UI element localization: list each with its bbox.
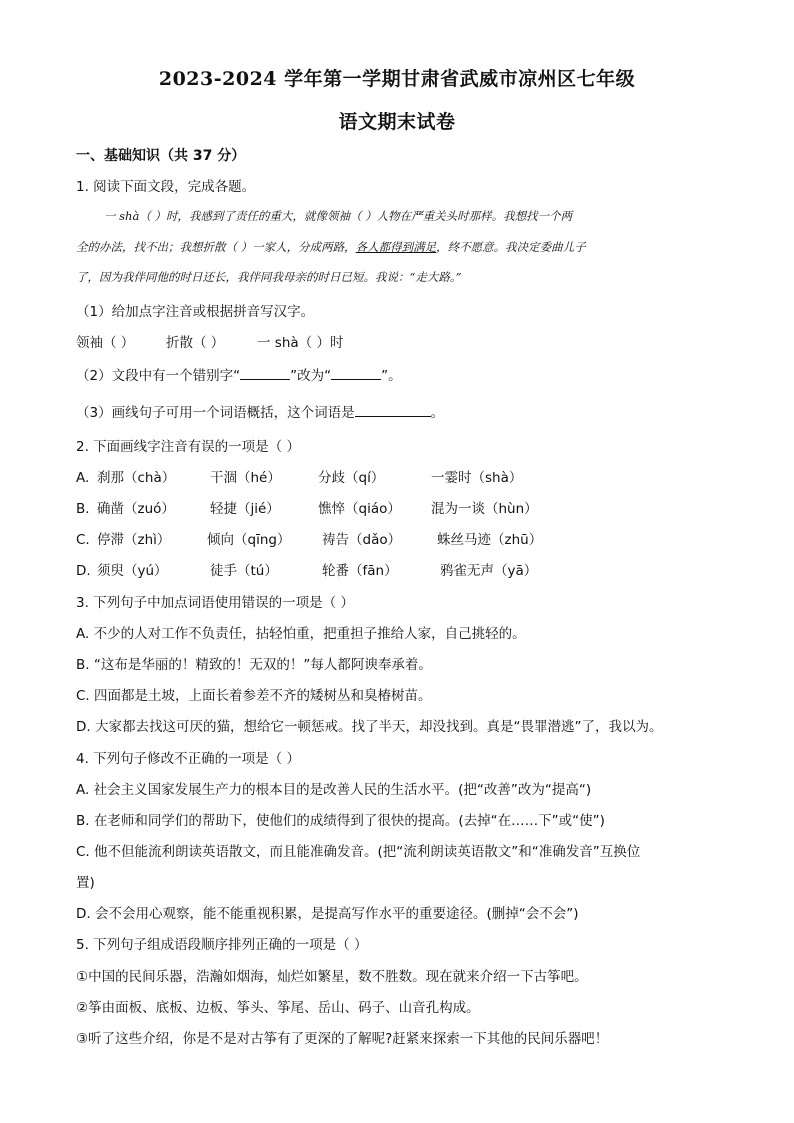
q1-sub1-item: 领袖（ ） xyxy=(76,335,135,351)
q1-sub1-item: 折散（ ） xyxy=(166,335,225,351)
q4-stem: 4. 下列句子修改不正确的一项是（ ） xyxy=(76,751,300,767)
q1-stem: 1. 阅读下面文段，完成各题。 xyxy=(76,179,256,195)
q1-passage xyxy=(76,201,720,293)
exam-title: 2023-2024 学年第一学期甘肃省武威市凉州区七年级 xyxy=(158,68,636,90)
option-item: 轻捷（jié） xyxy=(210,501,280,517)
option-item: 憔悴（qiáo） xyxy=(318,501,401,517)
answer-blank[interactable] xyxy=(355,402,431,417)
option-item: 一霎时（shà） xyxy=(431,470,523,486)
q5-stem: 5. 下列句子组成语段顺序排列正确的一项是（ ） xyxy=(76,937,368,953)
option-item: 祷告（dǎo） xyxy=(322,532,402,548)
q5-item: ③听了这些介绍，你是不是对古筝有了更深的了解呢?赶紧来探索一下其他的民间乐器吧！ xyxy=(76,1031,609,1047)
option-label: B. xyxy=(76,501,90,517)
q5-item: ②筝由面板、底板、边板、筝头、筝尾、岳山、码子、山音孔构成。 xyxy=(76,1000,480,1016)
q2-stem: 2. 下面画线字注音有误的一项是（ ） xyxy=(76,439,300,455)
passage-line-2: 全的办法，找不出；我想折散（ ）一家人，分成两路，各人都得到满足，终不愿意。我决定委曲儿子 xyxy=(76,239,586,254)
q4-option: B. 在老师和同学们的帮助下，使他们的成绩得到了很快的提高。(去掉“在……下”或“使”) xyxy=(76,813,605,829)
option-item: 须臾（yú） xyxy=(97,563,168,579)
q1-sub1: （1）给加点字注音或根据拼音写汉字。 xyxy=(76,304,315,320)
option-item: 确凿（zuó） xyxy=(97,501,175,517)
answer-blank[interactable] xyxy=(331,365,381,380)
option-item: 蛛丝马迹（zhū） xyxy=(437,532,543,548)
option-item: 停滞（zhì） xyxy=(97,532,171,548)
q4-option-continued: 置) xyxy=(76,875,95,891)
answer-blank[interactable] xyxy=(240,365,290,380)
option-label: C. xyxy=(76,532,90,548)
option-item: 徒手（tú） xyxy=(210,563,278,579)
passage-line-1: 一 shà（ ）时，我感到了责任的重大，就像领袖（ ）人物在严重关头时那样。我想找一个两 xyxy=(104,209,573,223)
option-item: 干涸（hé） xyxy=(210,470,281,486)
section-heading: 一、基础知识（共 37 分） xyxy=(76,148,246,164)
exam-subtitle: 语文期末试卷 xyxy=(338,111,456,133)
option-item: 分歧（qí） xyxy=(318,470,385,486)
option-item: 混为一谈（hùn） xyxy=(431,501,538,517)
q3-option: C. 四面都是土坡，上面长着参差不齐的矮树丛和臭椿树苗。 xyxy=(76,688,432,704)
q5-item: ①中国的民间乐器，浩瀚如烟海，灿烂如繁星，数不胜数。现在就来介绍一下古筝吧。 xyxy=(76,969,588,985)
q1-sub1-item: 一 shà（ ）时 xyxy=(257,335,344,351)
option-item: 鸦雀无声（yā） xyxy=(440,563,538,579)
q3-option: D. 大家都去找这可厌的猫，想给它一顿惩戒。找了半天，却没找到。真是“畏罪潜逃”了，我以为。 xyxy=(76,719,663,735)
q1-sub3: （3）画线句子可用一个词语概括，这个词语是 。 xyxy=(76,402,444,423)
q3-stem: 3. 下列句子中加点词语使用错误的一项是（ ） xyxy=(76,595,354,611)
q3-option: B. “这布是华丽的！精致的！无双的！”每人都阿谀奉承着。 xyxy=(76,657,432,673)
passage-line-3: 了，因为我伴同他的时日还长，我伴同我母亲的时日已短。我说：“走大路。” xyxy=(76,270,462,284)
q4-option: C. 他不但能流利朗读英语散文，而且能准确发音。(把“流利朗读英语散文”和“准确发音”互换位 xyxy=(76,844,641,860)
option-label: A. xyxy=(76,470,90,486)
q3-option: A. 不少的人对工作不负责任，拈轻怕重，把重担子推给人家，自己挑轻的。 xyxy=(76,626,526,642)
option-item: 轮番（fān） xyxy=(322,563,398,579)
underlined-sentence: 各人都得到满足 xyxy=(355,239,437,254)
option-item: 刹那（chà） xyxy=(97,470,176,486)
q4-option: D. 会不会用心观察，能不能重视积累，是提高写作水平的重要途径。(删掉“会不会”) xyxy=(76,906,579,922)
option-label: D. xyxy=(76,563,91,579)
option-item: 倾向（qīng） xyxy=(207,532,291,548)
q4-option: A. 社会主义国家发展生产力的根本目的是改善人民的生活水平。(把“改善”改为“提高“) xyxy=(76,782,592,798)
q1-sub2: （2）文段中有一个错别字“ ”改为“ ”。 xyxy=(76,365,402,386)
